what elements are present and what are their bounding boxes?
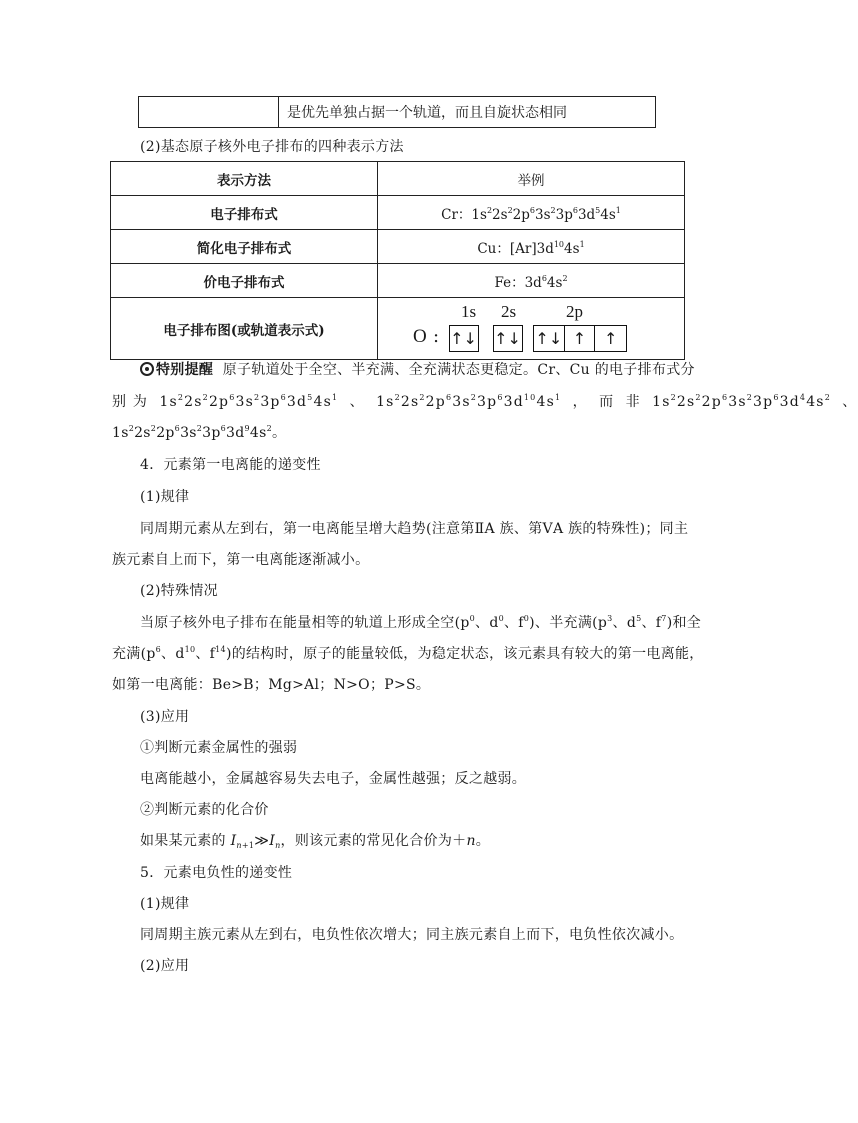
orbital-box-2s: ↑↓ — [493, 325, 523, 352]
paragraph: 同周期主族元素从左到右，电负性依次增大；同主族元素自上而下，电负性依次减小。 — [140, 927, 684, 943]
table-row — [111, 230, 685, 264]
table-row — [111, 264, 685, 298]
table-row — [111, 298, 685, 360]
example-cell: Fe：$3d^64s^2$ — [378, 264, 685, 298]
paragraph: 如第一电离能：Be>B；Mg>Al；N>O；P>S。 — [112, 677, 431, 693]
method-cell: 价电子排布式 — [111, 264, 378, 298]
tip-line-3: $1s^22s^22p^63s^23p^63d^94s^2$。 — [112, 424, 287, 441]
table-cell-empty — [139, 97, 279, 128]
section-4-2-title: (2)特殊情况 — [140, 583, 218, 599]
orbital-label-1s: 1s — [461, 301, 477, 321]
paragraph: 如果某元素的 $I_{n+1}≫I_n$，则该元素的常见化合价为＋n。 — [140, 833, 491, 850]
orbital-label-2s: 2s — [501, 301, 517, 321]
tip-line-2: 别 为 $1s^22s^22p^63s^23p^63d^54s^1$ 、 $1s^22s^22p^63s^23p^63d^{10}4s^1$ ， 而 非 $1s^22s^22p^63s^23p^63d^44s^2$ 、 — [112, 393, 858, 410]
paragraph: 当原子核外电子排布在能量相等的轨道上形成全空($p^0$、$d^0$、$f^0$)、半充满($p^3$、$d^5$、$f^7$)和全 — [140, 614, 702, 631]
config-fe: $3d^64s^2$ — [524, 273, 568, 291]
paragraph: 族元素自上而下，第一电离能逐渐减小。 — [112, 552, 370, 568]
colon: : — [433, 325, 440, 347]
tip-line-1: 特别提醒 原子轨道处于全空、半充满、全充满状态更稳定。Cr、Cu 的电子排布式分 — [140, 359, 695, 379]
paragraph: 电离能越小，金属越容易失去电子，金属性越强；反之越弱。 — [140, 771, 527, 787]
method-cell: 电子排布图(或轨道表示式) — [111, 298, 378, 360]
section-2-title: (2)基态原子核外电子排布的四种表示方法 — [140, 139, 404, 155]
section-5-2-title: (2)应用 — [140, 958, 190, 974]
config-cu: $[Ar]3d^{10}4s^1$ — [509, 239, 585, 257]
orbital-box-2p: ↑↓ ↑ ↑ — [533, 325, 627, 352]
subheading: ②判断元素的化合价 — [140, 802, 269, 818]
section-4-3-title: (3)应用 — [140, 709, 190, 725]
example-cell: Cr：$1s^22s^22p^63s^23p^63d^54s^1$ — [378, 196, 685, 230]
continuation-table — [138, 96, 656, 128]
section-4-title: 4．元素第一电离能的递变性 — [140, 457, 321, 473]
header-example: 举例 — [378, 162, 685, 196]
subheading: ①判断元素金属性的强弱 — [140, 740, 298, 756]
config-cr: $1s^22s^22p^63s^23p^63d^54s^1$ — [471, 205, 621, 223]
table-cell-text: 是优先单独占据一个轨道，而且自旋状态相同 — [279, 97, 656, 128]
section-5-1-title: (1)规律 — [140, 896, 190, 912]
table-row — [139, 97, 656, 128]
paragraph: 充满($p^6$、$d^{10}$、$f^{14}$)的结构时，原子的能量较低，为稳定状态，该元素具有较大的第一电离能， — [112, 645, 704, 662]
method-cell: 电子排布式 — [111, 196, 378, 230]
orbital-diagram — [413, 300, 683, 358]
tip-icon — [140, 362, 154, 376]
element-symbol: O — [413, 325, 427, 347]
header-method: 表示方法 — [111, 162, 378, 196]
tip-label: 特别提醒 — [156, 362, 214, 378]
orbital-box-1s: ↑↓ — [449, 325, 479, 352]
table-row — [111, 196, 685, 230]
representation-table — [110, 161, 685, 360]
section-5-title: 5．元素电负性的递变性 — [140, 865, 293, 881]
orbital-diagram-cell — [378, 298, 685, 360]
example-cell: Cu：$[Ar]3d^{10}4s^1$ — [378, 230, 685, 264]
orbital-label-2p: 2p — [566, 301, 583, 321]
method-cell: 简化电子排布式 — [111, 230, 378, 264]
paragraph: 同周期元素从左到右，第一电离能呈增大趋势(注意第ⅡA 族、第ⅤA 族的特殊性)；同主 — [140, 521, 689, 537]
table-header-row — [111, 162, 685, 196]
section-4-1-title: (1)规律 — [140, 489, 190, 505]
